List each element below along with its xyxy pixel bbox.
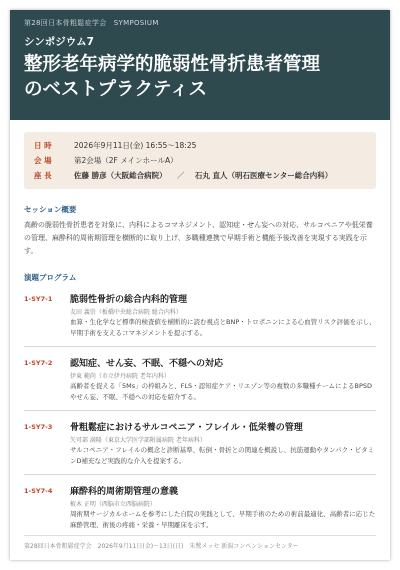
venue-label: 会 場 (34, 156, 52, 165)
session-title: 脆弱性骨折の総合内科的管理 (70, 295, 188, 305)
session-title: 麻酔科的周術期管理の意義 (70, 487, 179, 497)
date-row (34, 138, 366, 153)
session-speaker: 矢可部 満隆（東京大学医学部附属病院 老年病科） (70, 437, 206, 444)
session-code: 1-SY7-3 (24, 423, 53, 431)
conference-meta: 第28回日本骨粗鬆症学会 SYMPOSIUM (24, 19, 159, 27)
overview-section (10, 204, 390, 258)
venue-row (34, 153, 366, 168)
chair-2: 石丸 直人（明石医療センター総合内科） (194, 171, 333, 180)
session-description: サルコペニア・フレイルの概念と診断基準、転倒・骨折との関連を概説し、抗筋運動やタンパク・ビタミンD補充など実践的な介入を提案する。 (70, 446, 375, 465)
page-header (10, 10, 390, 120)
overview-heading: セッション概要 (24, 205, 77, 214)
chair-label: 座 長 (34, 171, 52, 180)
session-item (24, 474, 376, 538)
title-line-2: のベストプラクティス (24, 79, 207, 100)
session-code: 1-SY7-4 (24, 487, 53, 495)
session-body (70, 484, 376, 531)
page-footer: 第28回日本骨粗鬆症学会 2026年9月11日(金)～13日(日) 朱鷺メッセ 新潟コンベンションセンター (24, 535, 376, 550)
session-description: 高齢者を捉える「5Ms」の枠組みと、FLS・認知症ケア・リエゾン等の複数の多職種チームによるBPSDやせん妄、不眠、不穏への対応を紹介する。 (70, 382, 372, 401)
session-list (24, 283, 376, 538)
overview-text: 高齢の脆弱性骨折患者を対象に、内科によるコマネジメント、認知症・せん妄への対応、サルコペニアや低栄養の管理、麻酔科的周術期管理を横断的に取り上げ、多職種連携で早期手術と機能予後改善を実現する実践を示す。 (24, 221, 373, 255)
session-speaker: 伊東 範尚（市立伊丹病院 老年内科） (70, 373, 170, 380)
chair-value (74, 168, 332, 183)
program-heading: 演題プログラム (24, 273, 77, 282)
session-body (70, 420, 376, 467)
date-value: 2026年9月11日(金) 16:55～18:25 (74, 141, 197, 150)
session-speaker: 植木 正明（西脳市立西脳病院） (70, 501, 156, 508)
session-description: 血算・生化学など標準的検査値を横断的に読む視点とBNP・トロポニンによる心血管リスク評価を示し、早期手術を支えるコマネジメントを提示する。 (70, 318, 376, 337)
info-box (24, 132, 376, 189)
program-section (10, 272, 390, 538)
chair-1: 佐藤 勝彦（大阪総合病院） (74, 171, 167, 180)
session-code: 1-SY7-1 (24, 295, 53, 303)
venue-value: 第2会場（2F メインホールA） (74, 156, 178, 165)
session-code: 1-SY7-2 (24, 359, 53, 367)
session-speaker: 友田 義崇（板橋中央総合病院 総合内科） (70, 309, 182, 316)
session-body (70, 356, 376, 403)
session-body (70, 292, 376, 339)
session-item (24, 283, 376, 346)
session-description: 周術期サージカルホームを参考にした自院の実践として、早期手術のための術前最適化、高齢者に応じた麻酔管理、術後の疼痛・栄養・早期離床を示す。 (70, 510, 376, 529)
session-title: 骨粗鬆症におけるサルコペニア・フレイル・低栄養の管理 (70, 423, 303, 433)
page-title (24, 52, 376, 102)
chair-row (34, 168, 366, 183)
title-line-1: 整形老年病学的脆弱性骨折患者管理 (24, 54, 321, 75)
symposium-page (10, 10, 390, 560)
session-item (24, 410, 376, 474)
chair-separator: ／ (177, 171, 185, 180)
session-item (24, 346, 376, 410)
session-title: 認知症、せん妄、不眠、不穏への対応 (70, 359, 224, 369)
date-label: 日 時 (34, 141, 52, 150)
symposium-number: シンポジウム7 (24, 36, 94, 48)
